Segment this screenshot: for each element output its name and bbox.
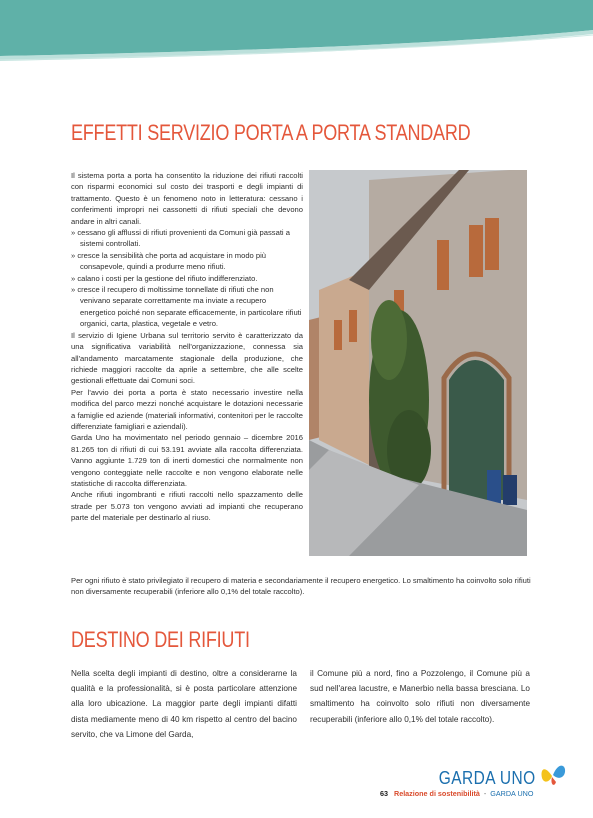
- footer-line: [380, 789, 533, 798]
- org-label: GARDA UNO: [490, 789, 534, 798]
- paragraph-avvio-porta-a-porta: Per l'avvio dei porta a porta è stato necessario investire nella modifica del parco mezzi nonché acquistare le dotazioni necessarie a famiglie ed aziende (materiali informativi, contenitori per le raccolte differenziate famigliari e aziendali).: [71, 387, 303, 431]
- section-title-destino: DESTINO DEI RIFIUTI: [71, 627, 250, 652]
- destino-left-column: Nella scelta degli impianti di destino, oltre a considerarne la qualità e la professionalità, si è posta particolare attenzione alla loro ubicazione. La maggior parte degli impianti difatti dista mediamente meno di 40 km rispetto al centro del bacino servito, che va Limone del Garda,: [71, 669, 297, 739]
- header-wave-band: [0, 0, 593, 62]
- list-item: » cessano gli afflussi di rifiuti provenienti da Comuni già passati a sistemi controllati.: [71, 227, 303, 250]
- list-item: » calano i costi per la gestione del rifiuto indifferenziato.: [71, 273, 303, 284]
- report-label: Relazione di sostenibilità: [394, 789, 480, 798]
- street-photo: [309, 170, 527, 556]
- paragraph-movimentato: Garda Uno ha movimentato nel periodo gennaio – dicembre 2016 81.265 ton di rifiuti di cui 53.191 avviate alla raccolta differenziata. Vanno aggiunte 1.729 ton di inerti domestici che normalmente non vengono conteggiate nelle raccolte e non vengono elaborate nelle statistiche di raccolta differenziata.: [71, 433, 303, 488]
- garda-uno-logo: [439, 768, 536, 789]
- benefits-list: [71, 227, 303, 330]
- intro-paragraph: Il sistema porta a porta ha consentito la riduzione dei rifiuti raccolti con risparmi economici sul costo dei trasporti e degli impianti di trattamento. Questo è un fenomeno noto in letteratura: cessano i conferimenti impropri nei cassonetti di rifiuti speciali che devono andare in altri canali.: [71, 171, 303, 226]
- footer: [380, 760, 590, 810]
- destino-right-column: il Comune più a nord, fino a Pozzolengo, il Comune più a sud nell'area lacustre, e Manerbio nella bassa bresciana. Lo smaltimento ha coinvolto solo rifiuti non diversamente recuperabili (inferiore allo 0,1% del totale raccolto).: [310, 669, 530, 724]
- logo-garda-text: GARDA: [439, 768, 496, 788]
- section1-closing: Per ogni rifiuto è stato privilegiato il recupero di materia e secondariamente il recupero energetico. Lo smaltimento ha coinvolto solo rifiuti non diversamente recuperabili (inferiore allo 0,1% del totale raccolto).: [71, 576, 531, 597]
- paragraph-ingombranti: Anche rifiuti ingombranti e rifiuti raccolti nello spazzamento delle strade per 5.073 ton vengono avviati ad impianti che recuperano parte del materiale per destinarlo al riuso.: [71, 490, 303, 523]
- list-item: » cresce la sensibilità che porta ad acquistare in modo più consapevole, quindi a produrre meno rifiuti.: [71, 250, 303, 273]
- footer-separator: -: [483, 789, 487, 798]
- logo-uno-text: UNO: [500, 768, 536, 788]
- section-title-effetti: EFFETTI SERVIZIO PORTA A PORTA STANDARD: [71, 120, 471, 145]
- paragraph-igiene-urbana: Il servizio di Igiene Urbana sul territorio servito è caratterizzato da una significativa variabilità nell'organizzazione, connessa sia all'andamento marcatamente stagionale della produzione, che richiede maggiori raccolte da aprile a settembre, che alle scelte gestionali effettuate dai Comuni soci.: [71, 330, 303, 386]
- list-item: » cresce il recupero di moltissime tonnellate di rifiuti che non venivano separate correttamente ma inviate a recupero energetico poiché non separate efficacemente, in particolare rifiuti organici, carta, plastica, vegetale e vetro.: [71, 284, 303, 330]
- page-number: 63: [380, 789, 388, 798]
- butterfly-logo-icon: [538, 760, 568, 795]
- section1-text-column: [71, 170, 303, 524]
